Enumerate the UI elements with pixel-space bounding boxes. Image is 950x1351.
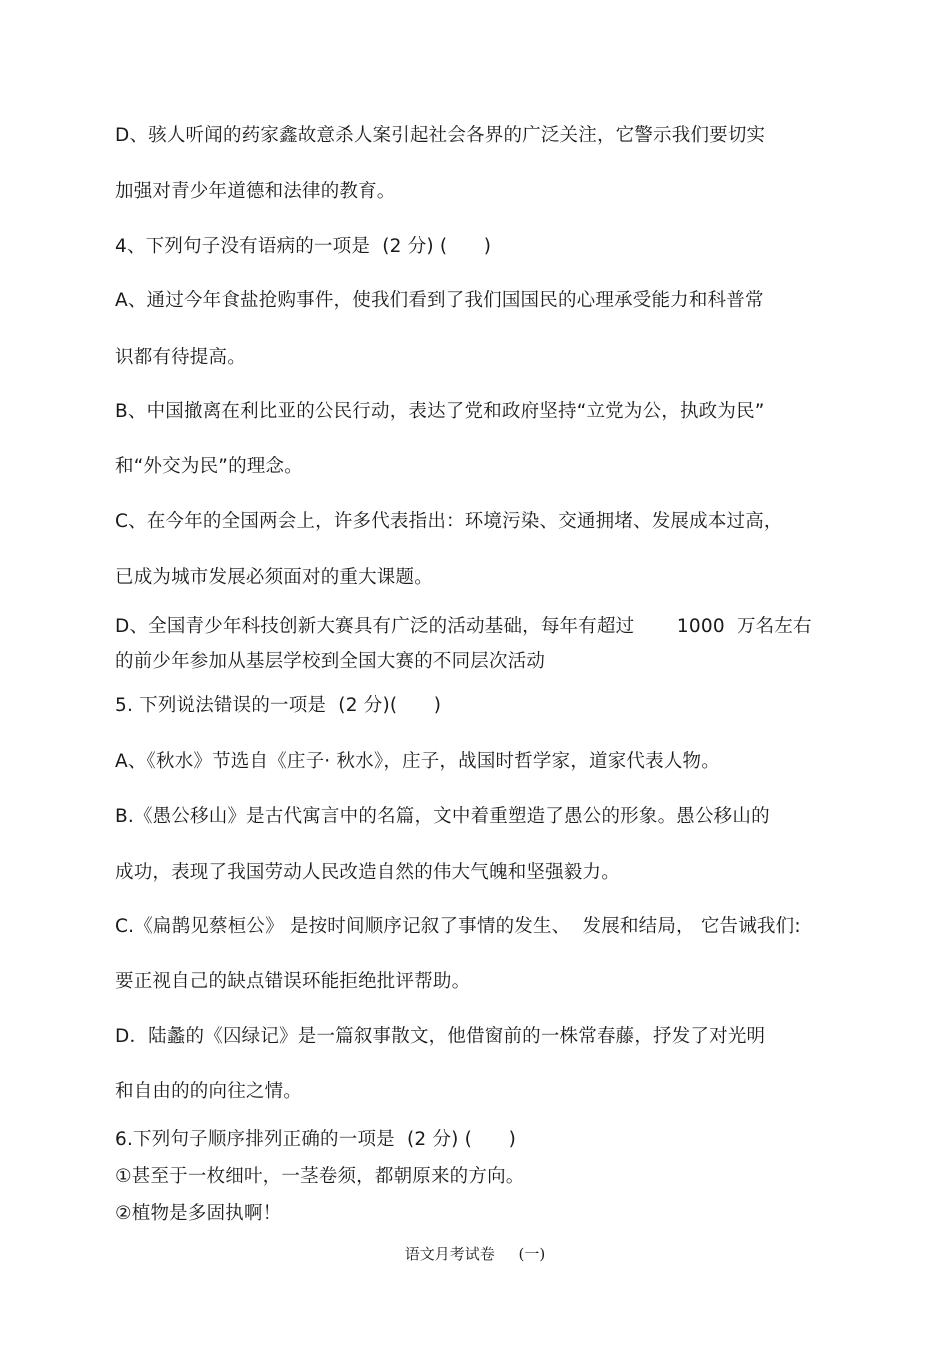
text-line: 和“外交为民”的理念。 [115,456,303,477]
text-line: 成功，表现了我国劳动人民改造自然的伟大气魄和坚强毅力。 [115,862,620,883]
option-a: A、《秋水》节选自《庄子· 秋水》，庄子，战国时哲学家，道家代表人物。 [115,751,720,772]
text-line: 已成为城市发展必须面对的重大课题。 [115,567,433,588]
option-b: B、中国撤离在利比亚的公民行动，表达了党和政府坚持“立党为公，执政为民” [115,401,765,422]
option-b: B.《愚公移山》是古代寓言中的名篇，文中着重塑造了愚公的形象。愚公移山的 [115,806,770,827]
question-4-stem: 4、下列句子没有语病的一项是 (2 分) ( ) [115,236,492,257]
option-a: A、通过今年食盐抢购事件，使我们看到了我们国国民的心理承受能力和科普常 [115,290,764,311]
text-line: 的前少年参加从基层学校到全国大赛的不同层次活动 [115,651,546,672]
question-5-stem: 5. 下列说法错误的一项是 (2 分)( ) [115,695,442,716]
option-d: D、全国青少年科技创新大赛具有广泛的活动基础，每年有超过 1000 万名左右 [115,616,812,637]
text-line: 识都有待提高。 [115,347,246,368]
page-footer: 语文月考试卷 (一) [404,1245,546,1263]
text-line: D、骇人听闻的药家鑫故意杀人案引起社会各界的广泛关注，它警示我们要切实 [115,125,766,146]
sentence-2: ②植物是多固执啊！ [115,1203,282,1224]
text-line: 加强对青少年道德和法律的教育。 [115,181,396,202]
option-c: C.《扁鹊见蔡桓公》 是按时间顺序记叙了事情的发生、 发展和结局， 它告诫我们: [115,916,801,937]
option-c: C、在今年的全国两会上，许多代表指出：环境污染、交通拥堵、发展成本过高， [115,511,783,532]
text-line: 和自由的的向往之情。 [115,1081,303,1102]
option-d: D．陆蠡的《囚绿记》是一篇叙事散文，他借窗前的一株常春藤，抒发了对光明 [115,1026,766,1047]
text-line: 要正视自己的缺点错误环能拒绝批评帮助。 [115,971,471,992]
question-6-stem: 6.下列句子顺序排列正确的一项是 (2 分) ( ) [115,1129,516,1150]
sentence-1: ①甚至于一枚细叶，一茎卷须，都朝原来的方向。 [115,1166,525,1187]
